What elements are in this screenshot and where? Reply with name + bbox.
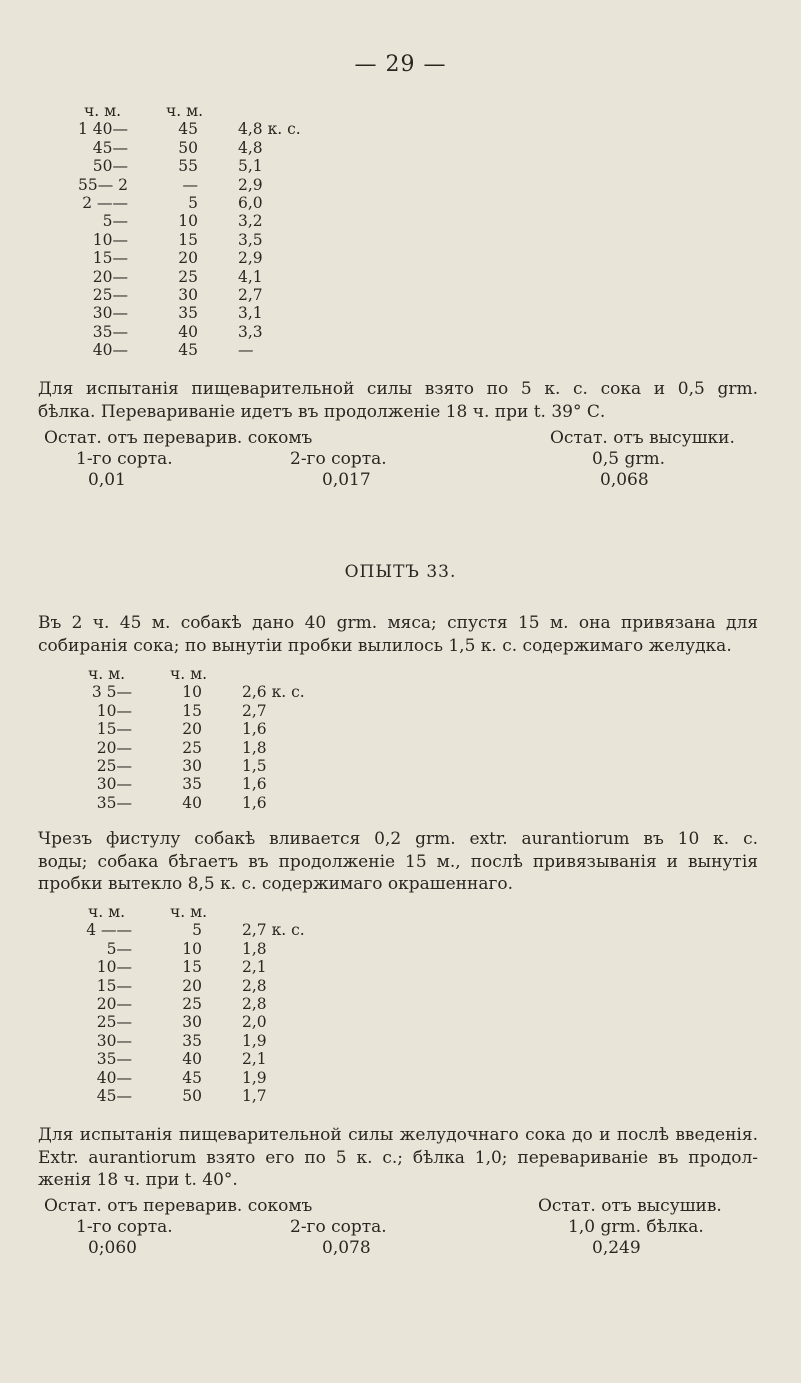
volume-cell: 1,9 [242, 1068, 267, 1087]
paragraph-fistula-description [38, 828, 758, 896]
table-row [76, 212, 336, 230]
text-line: Extr. aurantiorum взято его по 5 к. с.; бѣлка 1,0; перевариваніе въ продол- [38, 1147, 758, 1168]
start-time-cell: 15— [92, 249, 128, 268]
volume-cell: 3,1 [238, 304, 263, 323]
end-minute-cell: 20 [178, 249, 198, 268]
table-row [80, 794, 340, 812]
result-right-subtitle: 1,0 grm. бѣлка. [568, 1217, 704, 1237]
time-table-2 [80, 665, 340, 812]
start-time-cell: 10— [96, 958, 132, 977]
text-line: Въ 2 ч. 45 м. собакѣ дано 40 grm. мяса; спустя 15 м. она привязана для [38, 613, 758, 633]
volume-cell: 2,0 [242, 1013, 267, 1032]
volume-cell: 2,1 [242, 1050, 267, 1069]
result-right-title: Остат. отъ высушки. [550, 428, 735, 448]
end-minute-cell: 35 [178, 304, 198, 323]
table-row [80, 958, 340, 976]
start-time-cell: 15— [96, 976, 132, 995]
start-time-cell: 50— [92, 157, 128, 176]
table-row [80, 1069, 340, 1087]
start-time-cell: 20— [92, 267, 128, 286]
table-row [80, 775, 340, 793]
end-minute-cell: 10 [182, 683, 202, 702]
volume-cell: 1,6 [242, 775, 267, 794]
volume-cell: 1,7 [242, 1086, 267, 1105]
volume-cell: 2,8 [242, 994, 267, 1013]
table-row [76, 139, 336, 157]
start-time-cell: 20— [96, 994, 132, 1013]
table-row [80, 739, 340, 757]
table-row [80, 1050, 340, 1068]
end-minute-cell: 40 [182, 793, 202, 812]
paragraph-experiment-description [38, 612, 758, 657]
volume-cell: 2,6 к. с. [242, 683, 305, 702]
table-row [80, 1013, 340, 1031]
result-mid-value: 0,017 [322, 470, 371, 490]
volume-cell: 2,9 [238, 175, 263, 194]
start-time-cell: 45— [92, 138, 128, 157]
start-time-cell: 55— 2 [77, 175, 128, 194]
result-left-title: Остат. отъ переварив. сокомъ [44, 1196, 313, 1216]
start-time-cell: 30— [92, 304, 128, 323]
result-mid-subtitle: 2-го сорта. [290, 449, 387, 469]
header-hours-minutes-start: ч. м. [84, 102, 122, 120]
start-time-cell: 25— [92, 285, 128, 304]
end-minute-cell: 25 [182, 738, 202, 757]
end-minute-cell: 10 [182, 939, 202, 958]
results-block-2 [44, 1196, 764, 1266]
end-minute-cell: — [182, 175, 198, 194]
result-left-value: 0;060 [88, 1238, 137, 1258]
volume-cell: 4,1 [238, 267, 263, 286]
table-row [76, 194, 336, 212]
start-time-cell: 30— [96, 1031, 132, 1050]
header-hours-minutes-end: ч. м. [170, 903, 208, 921]
start-time-cell: 25— [96, 1013, 132, 1032]
volume-cell: 5,1 [238, 157, 263, 176]
table-body [76, 120, 336, 359]
table-row [76, 304, 336, 322]
end-minute-cell: 5 [188, 193, 198, 212]
volume-cell: 3,3 [238, 322, 263, 341]
end-minute-cell: 25 [182, 994, 202, 1013]
table-row [80, 940, 340, 958]
start-time-cell: 40— [92, 341, 128, 360]
result-right-title: Остат. отъ высушив. [538, 1196, 722, 1216]
table-row [76, 341, 336, 359]
result-left-subtitle: 1-го сорта. [76, 449, 173, 469]
paragraph-digestion-test-1 [38, 378, 758, 423]
volume-cell: 1,5 [242, 756, 267, 775]
table-row [76, 231, 336, 249]
start-time-cell: 5— [106, 939, 132, 958]
table-row [76, 176, 336, 194]
start-time-cell: 10— [96, 701, 132, 720]
text-line: Для испытанія пищеварительной силы желудочнаго сока до и послѣ введенія. [38, 1125, 758, 1145]
table-row [80, 1087, 340, 1105]
result-mid-subtitle: 2-го сорта. [290, 1217, 387, 1237]
table-row [76, 120, 336, 138]
table-header [76, 102, 336, 120]
text-line: Для испытанія пищеварительной силы взято по 5 к. с. сока и 0,5 grm. [38, 379, 758, 399]
volume-cell: 4,8 [238, 138, 263, 157]
volume-cell: 2,7 [242, 701, 267, 720]
volume-cell: 1,6 [242, 720, 267, 739]
end-minute-cell: 15 [178, 230, 198, 249]
volume-cell: 6,0 [238, 193, 263, 212]
end-minute-cell: 15 [182, 701, 202, 720]
table-row [80, 1032, 340, 1050]
volume-cell: 3,2 [238, 212, 263, 231]
text-line: Чрезъ фистулу собакѣ вливается 0,2 grm. extr. aurantiorum въ 10 к. с. [38, 829, 758, 849]
start-time-cell: 45— [96, 1086, 132, 1105]
volume-cell: — [238, 341, 254, 360]
start-time-cell: 1 40— [77, 120, 128, 139]
page-number: — 29 — [354, 52, 447, 77]
end-minute-cell: 20 [182, 720, 202, 739]
time-table-3 [80, 903, 340, 1105]
start-time-cell: 35— [92, 322, 128, 341]
end-minute-cell: 10 [178, 212, 198, 231]
start-time-cell: 15— [96, 720, 132, 739]
table-row [76, 157, 336, 175]
table-header [80, 665, 340, 683]
result-left-subtitle: 1-го сорта. [76, 1217, 173, 1237]
volume-cell: 2,8 [242, 976, 267, 995]
volume-cell: 1,8 [242, 939, 267, 958]
end-minute-cell: 45 [182, 1068, 202, 1087]
volume-cell: 2,1 [242, 958, 267, 977]
start-time-cell: 40— [96, 1068, 132, 1087]
table-body [80, 683, 340, 812]
text-line: воды; собака бѣгаетъ въ продолженіе 15 м., послѣ привязыванія и вынутія [38, 851, 758, 872]
volume-cell: 3,5 [238, 230, 263, 249]
table-row [80, 720, 340, 738]
volume-cell: 1,6 [242, 793, 267, 812]
end-minute-cell: 55 [178, 157, 198, 176]
start-time-cell: 10— [92, 230, 128, 249]
table-body [80, 921, 340, 1105]
end-minute-cell: 30 [178, 285, 198, 304]
text-line: пробки вытекло 8,5 к. с. содержимаго окрашеннаго. [38, 874, 513, 894]
end-minute-cell: 45 [178, 341, 198, 360]
end-minute-cell: 45 [178, 120, 198, 139]
header-hours-minutes-start: ч. м. [88, 903, 126, 921]
text-line: женія 18 ч. при t. 40°. [38, 1170, 238, 1190]
header-hours-minutes-end: ч. м. [166, 102, 204, 120]
start-time-cell: 35— [96, 793, 132, 812]
result-left-title: Остат. отъ переварив. сокомъ [44, 428, 313, 448]
table-header [80, 903, 340, 921]
end-minute-cell: 20 [182, 976, 202, 995]
volume-cell: 1,9 [242, 1031, 267, 1050]
start-time-cell: 3 5— [91, 683, 132, 702]
volume-cell: 1,8 [242, 738, 267, 757]
header-hours-minutes-start: ч. м. [88, 665, 126, 683]
end-minute-cell: 50 [178, 138, 198, 157]
end-minute-cell: 30 [182, 1013, 202, 1032]
result-right-value: 0,249 [592, 1238, 641, 1258]
header-hours-minutes-end: ч. м. [170, 665, 208, 683]
results-block-1 [44, 428, 764, 498]
result-mid-value: 0,078 [322, 1238, 371, 1258]
volume-cell: 2,7 [238, 285, 263, 304]
table-row [76, 323, 336, 341]
table-row [80, 757, 340, 775]
end-minute-cell: 5 [192, 921, 202, 940]
table-row [76, 286, 336, 304]
time-table-1 [76, 102, 336, 359]
result-right-value: 0,068 [600, 470, 649, 490]
end-minute-cell: 15 [182, 958, 202, 977]
start-time-cell: 25— [96, 756, 132, 775]
end-minute-cell: 30 [182, 756, 202, 775]
end-minute-cell: 50 [182, 1086, 202, 1105]
result-left-value: 0,01 [88, 470, 126, 490]
table-row [80, 995, 340, 1013]
table-row [80, 683, 340, 701]
text-line: бѣлка. Перевариваніе идетъ въ продолженіе 18 ч. при t. 39° С. [38, 401, 606, 422]
experiment-heading: ОПЫТЪ 33. [344, 562, 457, 582]
start-time-cell: 2 —— [82, 193, 128, 212]
volume-cell: 4,8 к. с. [238, 120, 301, 139]
end-minute-cell: 35 [182, 775, 202, 794]
table-row [80, 977, 340, 995]
end-minute-cell: 40 [178, 322, 198, 341]
volume-cell: 2,9 [238, 249, 263, 268]
start-time-cell: 35— [96, 1050, 132, 1069]
table-row [76, 249, 336, 267]
start-time-cell: 5— [102, 212, 128, 231]
start-time-cell: 20— [96, 738, 132, 757]
start-time-cell: 4 —— [86, 921, 132, 940]
end-minute-cell: 35 [182, 1031, 202, 1050]
start-time-cell: 30— [96, 775, 132, 794]
table-row [80, 921, 340, 939]
table-row [76, 268, 336, 286]
result-right-subtitle: 0,5 grm. [592, 449, 665, 469]
table-row [80, 702, 340, 720]
end-minute-cell: 40 [182, 1050, 202, 1069]
volume-cell: 2,7 к. с. [242, 921, 305, 940]
text-line: собиранія сока; по вынутіи пробки вылилось 1,5 к. с. содержимаго желудка. [38, 635, 732, 656]
end-minute-cell: 25 [178, 267, 198, 286]
paragraph-digestion-test-2 [38, 1124, 758, 1192]
